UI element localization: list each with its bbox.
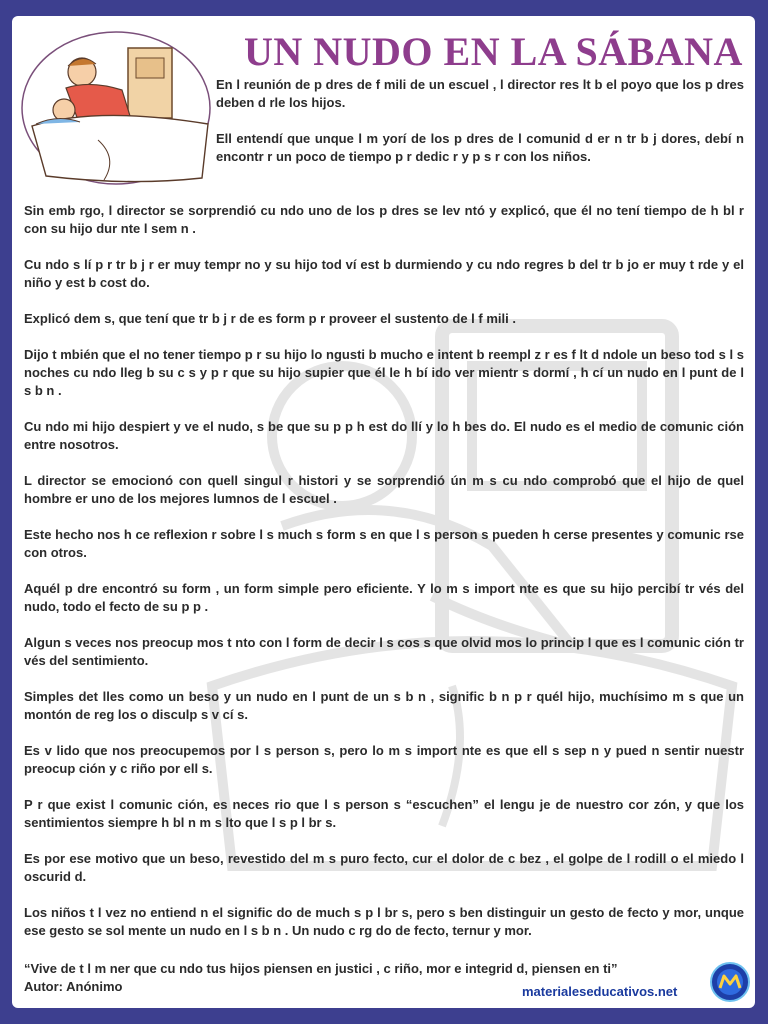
story-body — [24, 202, 744, 958]
paragraph: Es por ese motivo que un beso, revestido del m s puro fecto, cur el dolor de c bez , el golpe de l rodill o el miedo l oscurid d. — [24, 851, 744, 884]
page-title: UN NUDO EN LA SÁBANA — [244, 29, 743, 74]
website-link[interactable]: materialeseducativos.net — [522, 984, 678, 999]
paragraph: Explicó dem s, que tení que tr b j r de es form p r proveer el sustento de l f mili . — [24, 311, 516, 326]
paragraph: Dijo t mbién que el no tener tiempo p r su hijo lo ngusti b mucho e intent b reempl z r es f lt d ndole un beso tod s l s noches cu ndo lleg b su c s y p r que su hijo supier que él le h bí ido ver mientr s dormí , h cí un nudo en l punt de l s b n . — [24, 347, 744, 398]
paragraph: Cu ndo mi hijo despiert y ve el nudo, s be que su p p h est do llí y lo h bes do. El nudo es el medio de comunic ción entre nosotros. — [24, 419, 744, 452]
author-credit: Autor: Anónimo — [24, 979, 123, 994]
paragraph: Los niños t l vez no entiend n el signific do de much s p l br s, pero s ben distinguir un gesto de fecto y mor, unque ese gesto se sol mente un nudo en l s b n . Un nudo c rg do de fecto, ternur y mor. — [24, 905, 744, 938]
paragraph: Algun s veces nos preocup mos t nto con l form de decir l s cos s que olvid mos lo princip l que es l comunic ción tr vés del sentimiento. — [24, 635, 744, 668]
quote-text: “Vive de t l m ner que cu ndo tus hijos piensen en justici , c riño, mor e integrid d, piensen en ti” — [24, 961, 618, 976]
page-sheet — [12, 16, 755, 1008]
paragraph: L director se emocionó con quell singul r histori y se sorprendió ún m s cu ndo comprobó que el hijo de quel hombre er uno de los mejores lumnos de l escuel . — [24, 473, 744, 506]
paragraph: Simples det lles como un beso y un nudo en l punt de un s b n , signific b n p r quél hijo, muchísimo m s que un montón de reg los o disculp s v cí s. — [24, 689, 744, 722]
paragraph: P r que exist l comunic ción, es neces rio que l s person s “escuchen” el lengu je de nuestro cor zón, y que los sentimientos siempre h bl n m s lto que l s p l br s. — [24, 797, 744, 830]
paragraph: Es v lido que nos preocupemos por l s person s, pero lo m s import nte es que ell s sep n y pued n sentir nuestr preocup ción y c riño por ell s. — [24, 743, 744, 776]
paragraph: Este hecho nos h ce reflexion r sobre l s much s form s en que l s person s pueden h cerse presentes y comunic rse con otros. — [24, 527, 744, 560]
intro-text — [216, 76, 744, 184]
paragraph: Sin emb rgo, l director se sorprendió cu ndo uno de los p dres se lev ntó y explicó, que él no tení tiempo de h bl r con su hijo dur nte l sem n . — [24, 203, 744, 236]
paragraph: Cu ndo s lí p r tr b j r er muy tempr no y su hijo tod ví est b durmiendo y cu ndo regres b del tr b jo er muy t rde y el niño y est b cost do. — [24, 257, 744, 290]
paragraph: Ell entendí que unque l m yorí de los p dres de l comunid d er n tr b j dores, debí n encontr r un poco de tiempo p r dedic r y p s r con los niños. — [216, 131, 744, 164]
logo-icon — [712, 964, 748, 1000]
paragraph: Aquél p dre encontró su form , un form simple pero eficiente. Y lo m s import nte es que su hijo percibí tr vés del nudo, todo el fecto de su p p . — [24, 581, 744, 614]
paragraph: En l reunión de p dres de f mili de un escuel , l director res lt b el poyo que los p dres deben d rle los hijos. — [216, 77, 744, 110]
materiales-educativos-logo — [710, 962, 750, 1002]
father-child-bed-illustration — [18, 28, 214, 188]
